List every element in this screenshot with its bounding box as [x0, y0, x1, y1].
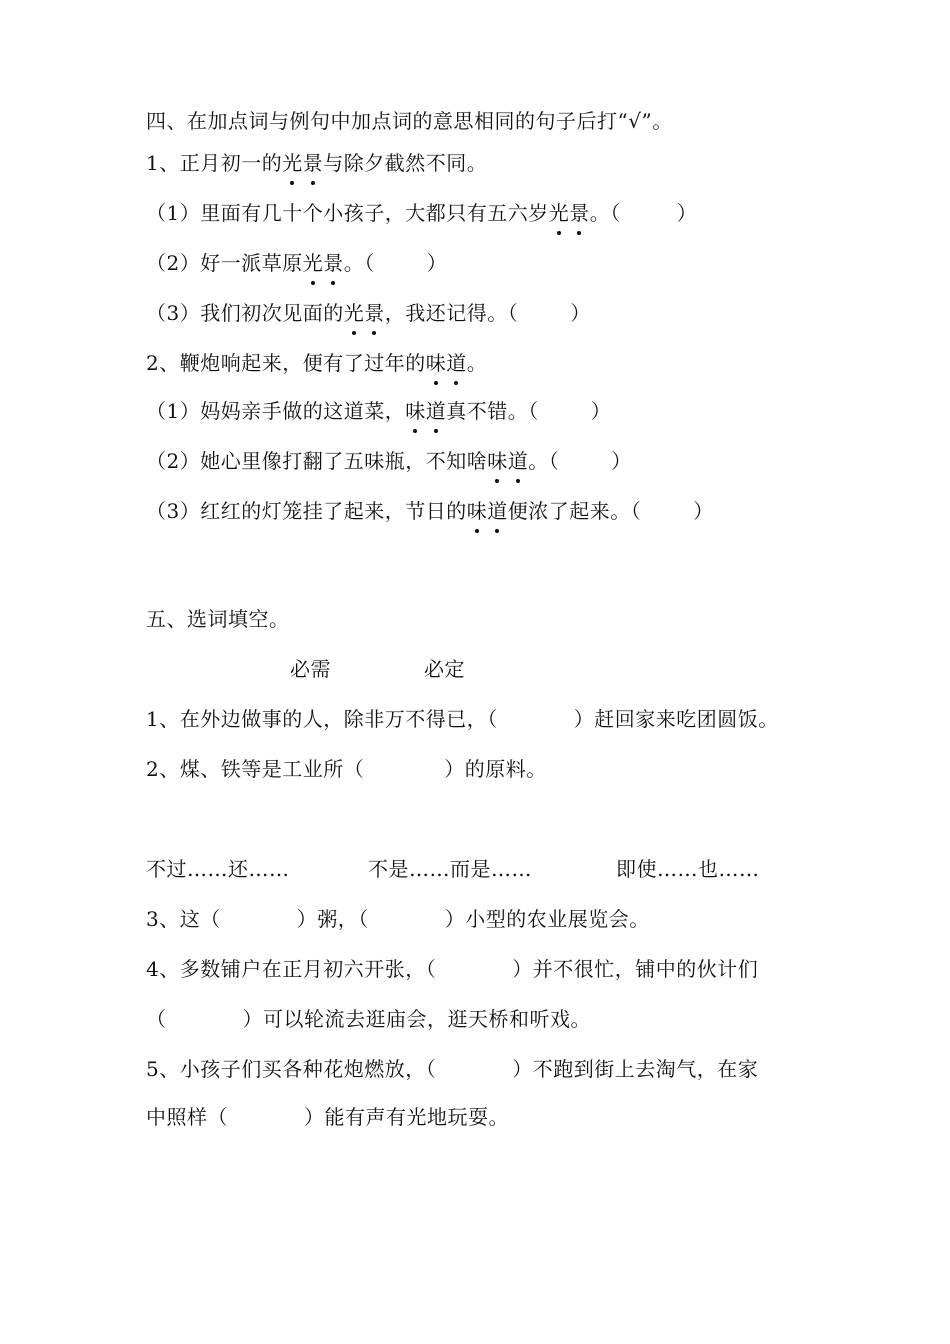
q1-option-2: [146, 250, 447, 276]
question-text: ）不跑到街上去淘气，在家: [512, 1057, 759, 1081]
question-text: 中照样（: [146, 1105, 228, 1129]
option-text: （3）红红的灯笼挂了起来，节日的: [146, 499, 467, 523]
fill-question-4-line-1: [146, 956, 758, 982]
question-text: ）粥，（: [296, 907, 369, 931]
question-text: 1、在外边做事的人，除非万不得已，（: [146, 707, 498, 731]
option-close: ）: [590, 399, 612, 423]
option-close: ）: [426, 251, 448, 275]
q2-option-1: [146, 398, 611, 424]
question-2-sentence: [146, 350, 487, 376]
option-close: ）: [611, 449, 632, 473]
question-text: ）能有声有光地玩耍。: [304, 1105, 509, 1129]
conjunction-choice-3: 即使……也……: [616, 857, 760, 881]
fill-question-5-line-2: [146, 1104, 509, 1130]
dotted-char: 道: [425, 399, 447, 423]
q1-text-pre: 1、正月初一的: [146, 151, 283, 175]
dotted-char: 光: [548, 201, 570, 225]
question-1-sentence: [146, 150, 487, 176]
option-text: ，我还记得。（: [384, 301, 519, 325]
question-text: ）并不很忙，铺中的伙计们: [512, 957, 759, 981]
dotted-char: 道: [507, 449, 529, 473]
q1-option-3: [146, 300, 591, 326]
option-text: （2）好一派草原: [146, 251, 303, 275]
dotted-char: 光: [282, 151, 303, 175]
fill-question-2: [146, 756, 547, 782]
q1-text-post: 与除夕截然不同。: [323, 151, 488, 175]
option-close: ）: [693, 499, 714, 523]
section5-heading: 五、选词填空。: [146, 607, 290, 631]
option-text: （3）我们初次见面的: [146, 301, 344, 325]
option-text: （1）妈妈亲手做的这道菜，: [146, 399, 406, 423]
question-text: 3、这（: [146, 907, 221, 931]
conjunction-choice-1: 不过……还……: [146, 857, 290, 881]
q2-option-2: [146, 448, 632, 474]
dotted-char: 道: [487, 499, 508, 523]
dotted-char: 景: [302, 151, 324, 175]
q2-text-pre: 2、鞭炮响起来，便有了过年的: [146, 351, 426, 375]
dotted-char: 道: [446, 351, 467, 375]
fill-question-5-line-1: [146, 1056, 758, 1082]
question-text: ）的原料。: [444, 757, 547, 781]
option-text: 便浓了起来。（: [507, 499, 642, 523]
option-text: 。（: [343, 251, 375, 275]
conjunction-choice-2: 不是……而是……: [368, 857, 532, 881]
question-text: ）赶回家来吃团圆饭。: [573, 707, 779, 731]
option-close: ）: [570, 301, 591, 325]
dotted-char: 味: [466, 499, 488, 523]
q2-text-post: 。: [466, 351, 488, 375]
fill-question-1: [146, 706, 779, 732]
dotted-char: 光: [343, 301, 365, 325]
question-text: ）可以轮流去逛庙会，逛天桥和听戏。: [242, 1007, 591, 1031]
dotted-char: 光: [302, 251, 324, 275]
option-text: 。（: [589, 201, 621, 225]
question-text: 4、多数铺户在正月初六开张，（: [146, 957, 437, 981]
dotted-char: 景: [323, 251, 344, 275]
option-text: （1）里面有几十个小孩子，大都只有五六岁: [146, 201, 549, 225]
dotted-char: 景: [364, 301, 385, 325]
option-text: （2）她心里像打翻了五味瓶，不知啥: [146, 449, 488, 473]
question-text: 5、小孩子们买各种花炮燃放，（: [146, 1057, 437, 1081]
dotted-char: 景: [569, 201, 590, 225]
option-close: ）: [676, 201, 698, 225]
question-text: （: [146, 1007, 167, 1031]
section4-heading: 四、在加点词与例句中加点词的意思相同的句子后打“√”。: [146, 109, 673, 133]
word-choice-1: 必需: [290, 657, 331, 681]
dotted-char: 味: [425, 351, 447, 375]
word-choice-2: 必定: [424, 657, 465, 681]
option-text: 。（: [528, 449, 560, 473]
option-text: 真不错。（: [446, 399, 539, 423]
fill-question-4-line-2: [146, 1006, 591, 1032]
dotted-char: 味: [405, 399, 426, 423]
dotted-char: 味: [487, 449, 508, 473]
q2-option-3: [146, 498, 714, 524]
question-text: 2、煤、铁等是工业所（: [146, 757, 365, 781]
fill-question-3: [146, 906, 650, 932]
q1-option-1: [146, 200, 697, 226]
question-text: ）小型的农业展览会。: [444, 907, 650, 931]
